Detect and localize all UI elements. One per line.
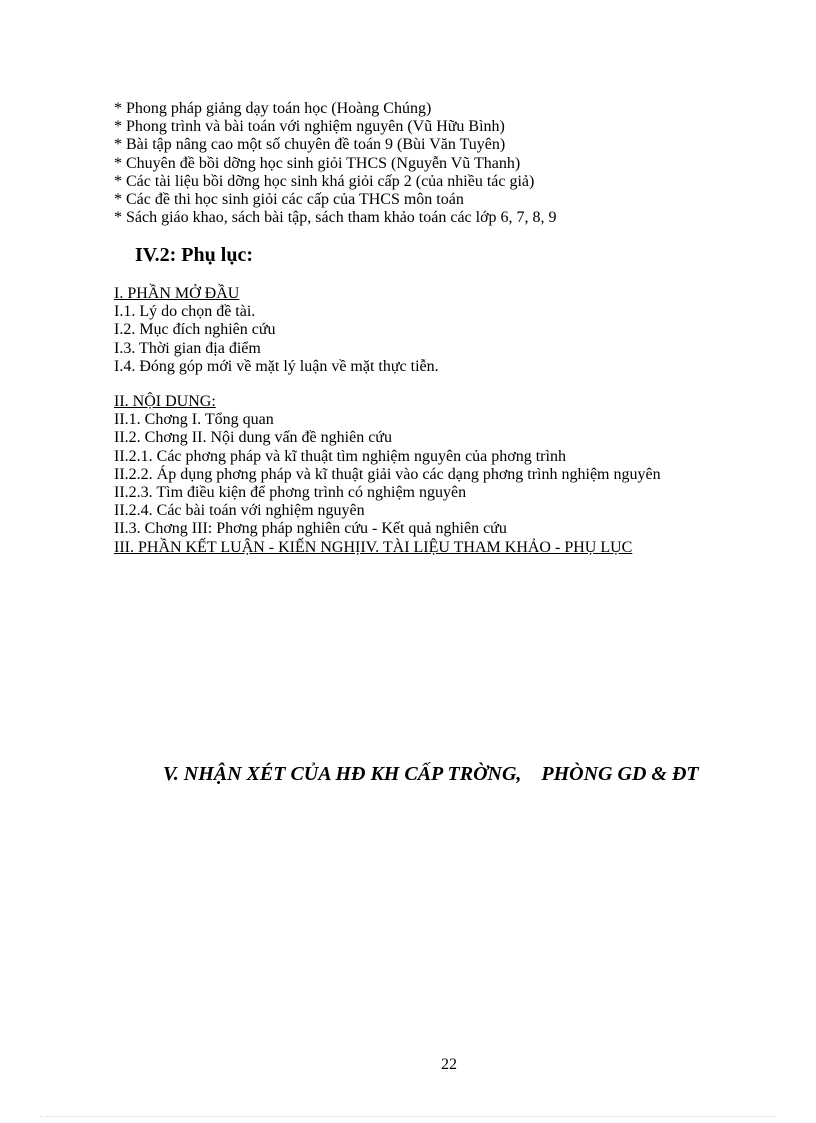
toc-part-1 — [114, 285, 439, 376]
reference-item: * Sách giáo khao, sách bài tập, sách tham khảo toán các lớp 6, 7, 8, 9 — [114, 209, 557, 227]
page-bottom-divider — [40, 1116, 776, 1117]
toc-item: II.2.1. Các phơng pháp và kĩ thuật tìm nghiệm nguyên của phơng trình — [114, 447, 566, 465]
toc-item: II.2.4. Các bài toán với nghiệm nguyên — [114, 502, 365, 520]
toc-item: II.2.2. Áp dụng phơng pháp và kĩ thuật giải vào các dạng phơng trình nghiệm nguyên — [114, 465, 661, 483]
toc-item: I.4. Đóng góp mới về mặt lý luận về mặt thực tiễn. — [114, 357, 439, 375]
reference-item: * Các tài liệu bồi dỡng học sinh khá giỏi cấp 2 (của nhiều tác giả) — [114, 172, 535, 190]
reference-item: * Phong trình và bài toán với nghiệm nguyên (Vũ Hữu Bình) — [114, 118, 505, 136]
toc-item: II.2. Chơng II. Nội dung vấn đề nghiên cứu — [114, 429, 392, 447]
toc-item: I.2. Mục đích nghiên cứu — [114, 321, 276, 339]
reference-item: * Bài tập nâng cao một số chuyên đề toán 9 (Bùi Văn Tuyên) — [114, 136, 506, 154]
reference-item: * Các đề thi học sinh giỏi các cấp của THCS môn toán — [114, 191, 464, 209]
toc-item: I.3. Thời gian địa điểm — [114, 339, 261, 357]
appendix-title: IV.2: Phụ lục: — [135, 244, 253, 266]
toc-item: II.2.3. Tìm điều kiện để phơng trình có nghiệm nguyên — [114, 484, 467, 502]
toc-closing-line: III. PHẦN KẾT LUẬN - KIẾN NGHỊIV. TÀI LIỆU THAM KHẢO - PHỤ LỤC — [114, 538, 633, 556]
page-number: 22 — [441, 1056, 457, 1073]
reference-list — [114, 100, 557, 227]
toc-heading: II. NỘI DUNG: — [114, 393, 216, 410]
toc-item: II.1. Chơng I. Tổng quan — [114, 411, 274, 429]
reference-item: * Phong pháp giảng dạy toán học (Hoàng Chúng) — [114, 100, 432, 117]
toc-item: I.1. Lý do chọn đề tài. — [114, 303, 256, 321]
toc-heading: I. PHẦN MỞ ĐẦU — [114, 285, 240, 302]
reference-item: * Chuyên đề bồi dỡng học sinh giỏi THCS (Nguyễn Vũ Thanh) — [114, 154, 521, 172]
toc-part-2 — [114, 393, 661, 557]
review-heading: V. NHẬN XÉT CỦA HĐ KH CẤP TRỜNG, PHÒNG GD & ĐT — [163, 763, 699, 785]
toc-item: II.3. Chơng III: Phơng pháp nghiên cứu - Kết quả nghiên cứu — [114, 520, 507, 538]
